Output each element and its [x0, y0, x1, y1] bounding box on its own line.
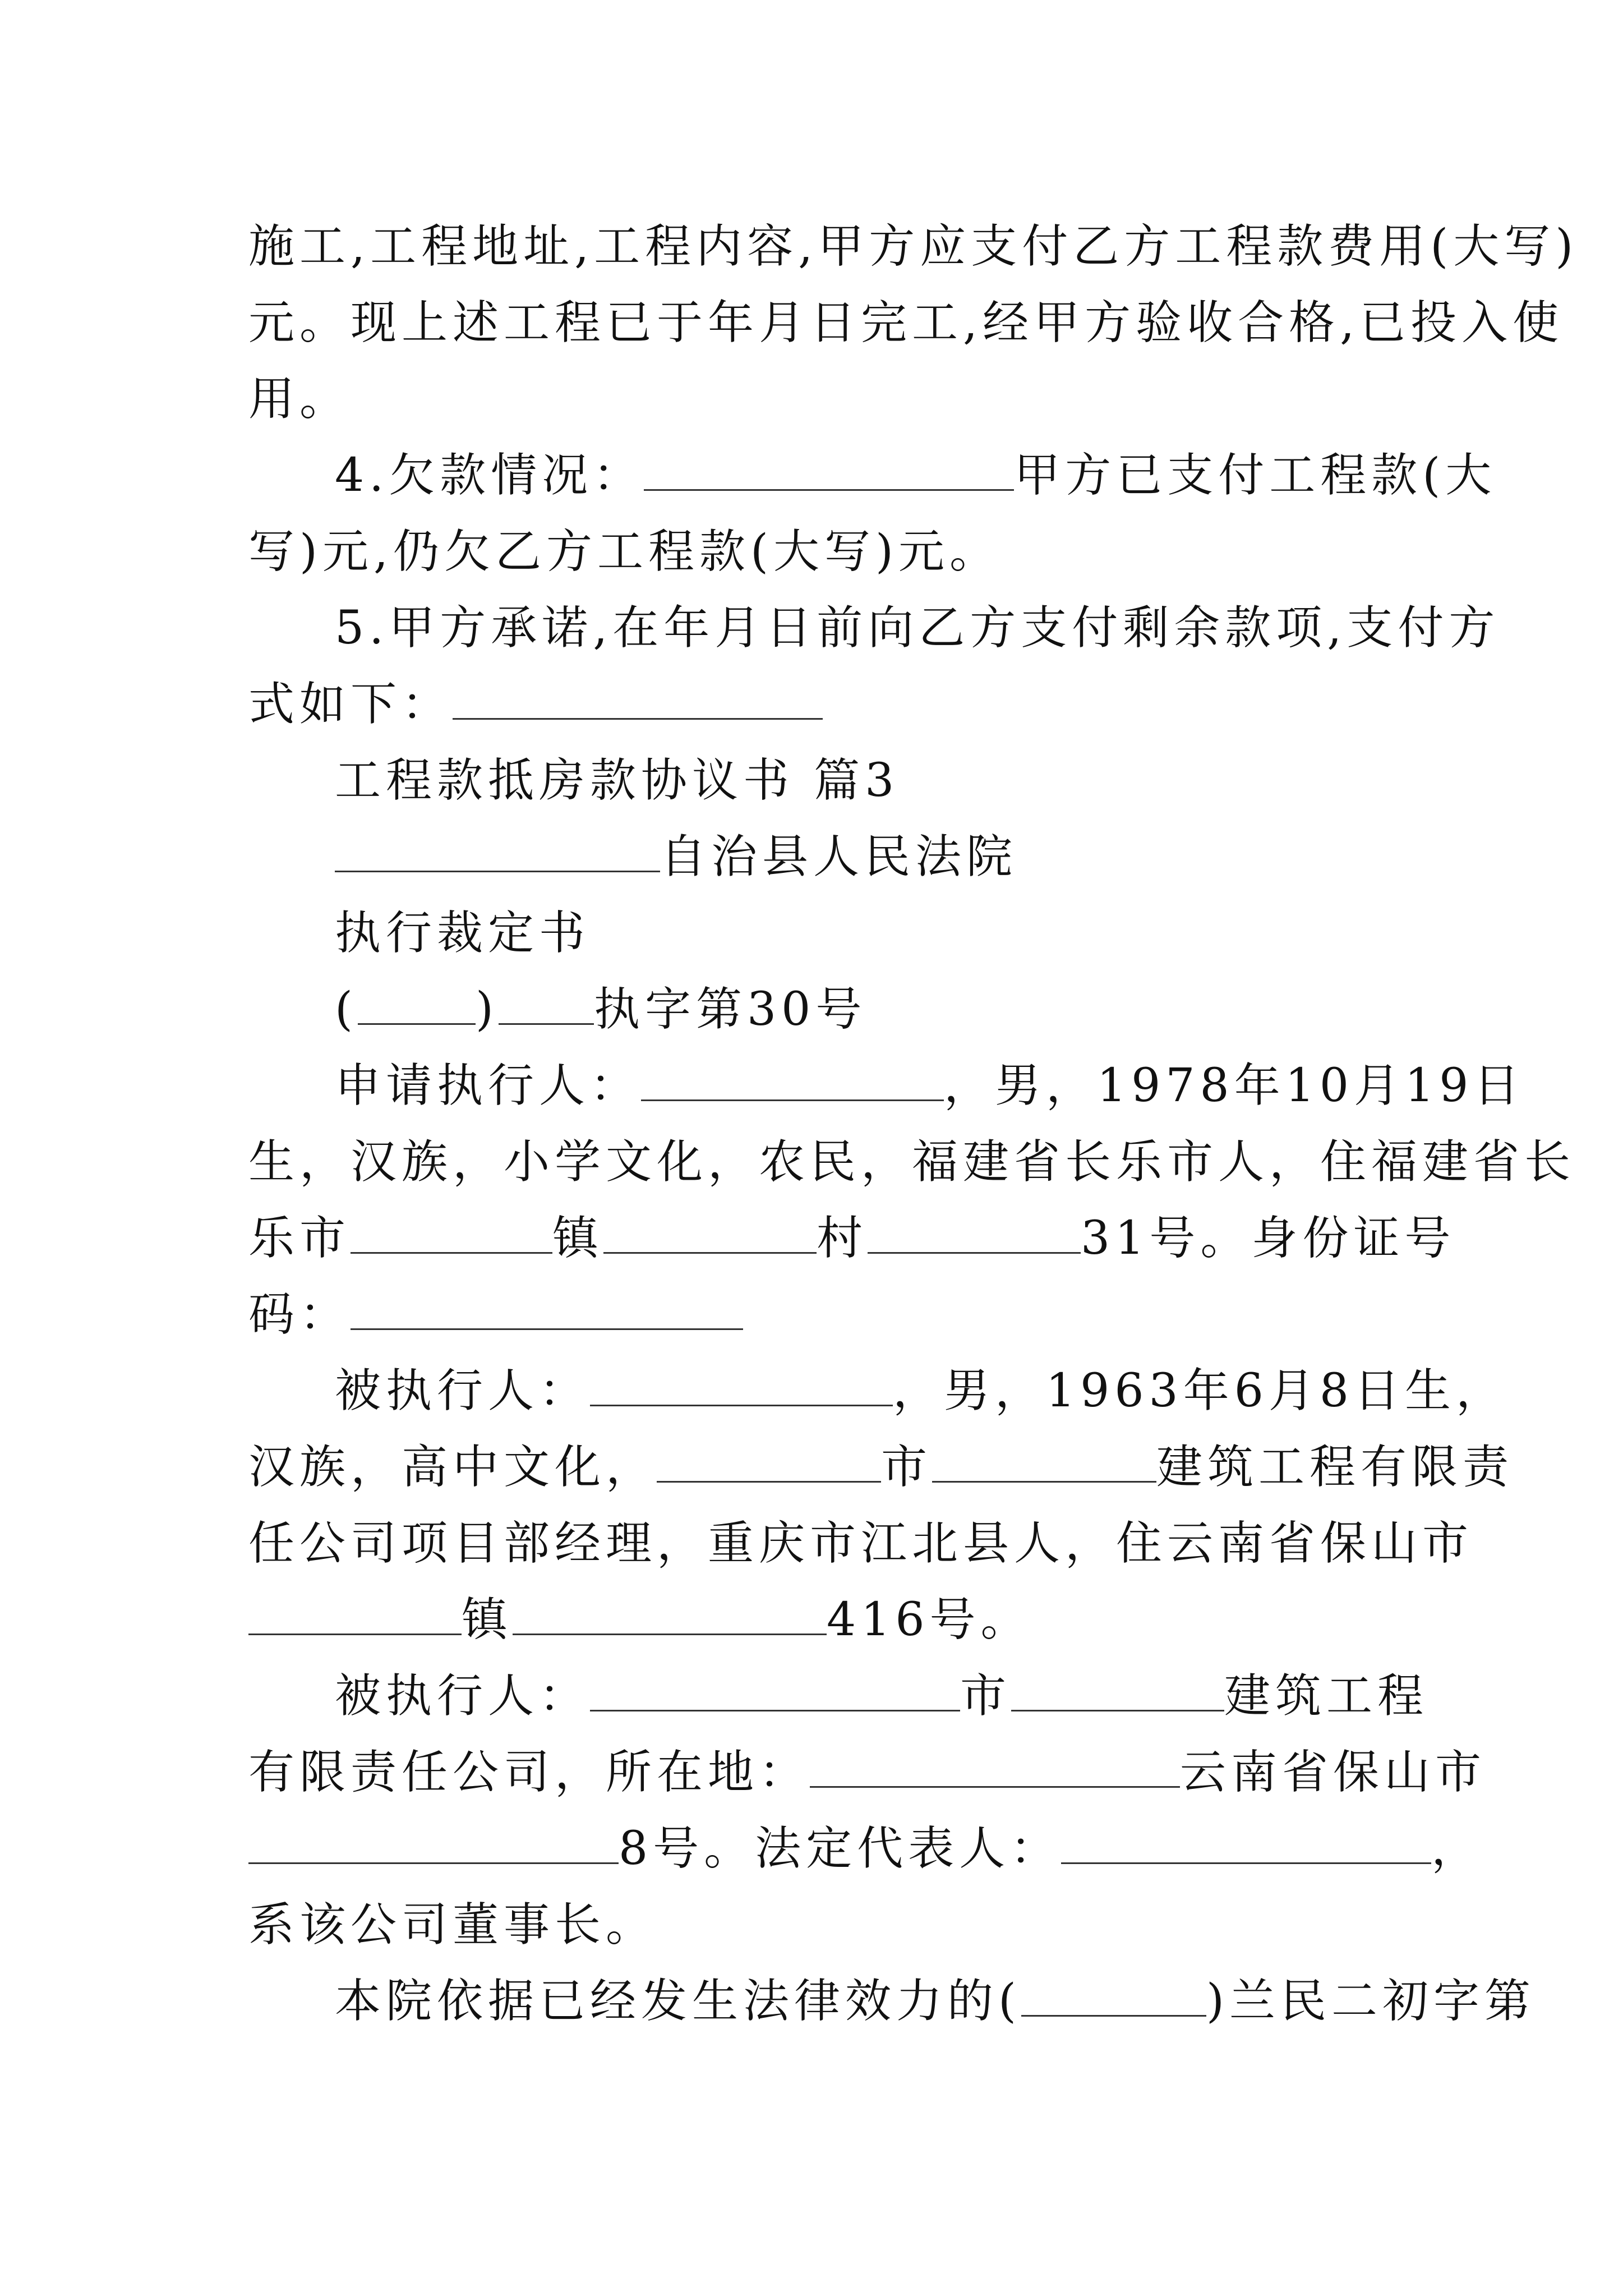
- fill-blank: [351, 1289, 743, 1330]
- text: 元。现上述工程已于年月日完工,经甲方验收合格,已投入使: [248, 296, 1564, 349]
- document-title: [335, 905, 590, 961]
- fill-blank: [590, 1671, 960, 1711]
- text: ，男，1978年10月19日: [944, 1059, 1525, 1112]
- text: )兰民二初字第: [1206, 1975, 1536, 2028]
- fill-blank: [810, 1747, 1180, 1788]
- text: 31号。身份证号: [1081, 1212, 1456, 1265]
- paragraph-line: [248, 1516, 1473, 1572]
- paragraph-line: [248, 1134, 1575, 1190]
- text: 8号。法定代表人：: [619, 1822, 1062, 1875]
- paragraph-line: [248, 1897, 657, 1953]
- paragraph-line: [248, 371, 351, 427]
- text: 执行裁定书: [335, 907, 591, 960]
- text: 写)元,仍欠乙方工程款(大写)元。: [248, 525, 1001, 578]
- text: 乐市: [248, 1212, 351, 1265]
- text: 云南省保山市: [1180, 1746, 1487, 1799]
- fill-blank: [453, 679, 823, 720]
- paragraph-line: [248, 1745, 1486, 1801]
- paragraph-line: [248, 1592, 1032, 1648]
- fill-blank: [1061, 1823, 1431, 1864]
- paragraph-line: [248, 219, 1578, 275]
- text: 村: [817, 1212, 868, 1265]
- section-heading: [335, 753, 899, 809]
- paragraph-line: [248, 677, 823, 733]
- paragraph-line: [248, 1211, 1455, 1267]
- paragraph-line: [335, 600, 1500, 656]
- fill-blank: [932, 1442, 1156, 1483]
- text: 系该公司董事长。: [248, 1898, 657, 1952]
- text: 416号。: [827, 1593, 1032, 1646]
- text: 汉族，高中文化，: [248, 1441, 657, 1494]
- case-number: [335, 982, 866, 1038]
- paragraph-line: [335, 448, 1496, 504]
- text: 自治县人民法院: [660, 830, 1018, 884]
- paragraph-line: [335, 1058, 1524, 1114]
- text: 工程款抵房款协议书 篇3: [335, 754, 900, 807]
- fill-blank: [248, 1823, 619, 1864]
- fill-blank: [1021, 1976, 1206, 2017]
- paragraph-line: [248, 1821, 1482, 1877]
- text: 任公司项目部经理，重庆市江北县人，住云南省保山市: [248, 1517, 1474, 1570]
- fill-blank: [513, 1594, 827, 1635]
- text: 镇: [462, 1593, 513, 1646]
- fill-blank: [657, 1442, 881, 1483]
- fill-blank: [351, 1213, 552, 1254]
- text: 5.甲方承诺,在年月日前向乙方支付剩余款项,支付方: [335, 601, 1500, 655]
- text: 被执行人：: [335, 1364, 591, 1418]
- text: 被执行人：: [335, 1669, 591, 1723]
- text: 生，汉族，小学文化，农民，福建省长乐市人，住福建省长: [248, 1135, 1576, 1189]
- text: 式如下：: [248, 678, 453, 731]
- fill-blank: [641, 1060, 944, 1101]
- text: (: [335, 983, 358, 1036]
- fill-blank: [590, 1365, 893, 1406]
- text: 有限责任公司，所在地：: [248, 1746, 810, 1799]
- fill-blank: [248, 1594, 462, 1635]
- text: 镇: [552, 1212, 604, 1265]
- paragraph-line: [248, 1287, 743, 1343]
- text: 码：: [248, 1288, 351, 1341]
- text: 本院依据已经发生法律效力的(: [335, 1975, 1021, 2028]
- paragraph-line: [248, 524, 1000, 580]
- text: 建筑工程: [1224, 1669, 1429, 1723]
- text: 用。: [248, 372, 351, 426]
- paragraph-line: [335, 1973, 1536, 2030]
- text: 建筑工程有限责: [1156, 1441, 1514, 1494]
- text: ，男，1963年6月8日生，: [893, 1364, 1507, 1418]
- fill-blank: [603, 1213, 817, 1254]
- text: ，: [1431, 1822, 1483, 1875]
- paragraph-line: [335, 1363, 1507, 1419]
- text: 施工,工程地址,工程内容,甲方应支付乙方工程款费用(大写): [248, 220, 1579, 273]
- fill-blank: [335, 831, 660, 872]
- fill-blank: [644, 450, 1014, 491]
- text: 甲方已支付工程款(大: [1014, 449, 1497, 502]
- court-name: [335, 829, 1017, 885]
- fill-blank: [358, 984, 476, 1025]
- text: 申请执行人：: [335, 1059, 642, 1112]
- paragraph-line: [248, 295, 1564, 351]
- text: 市: [960, 1669, 1012, 1723]
- text: 执字第30号: [594, 983, 867, 1036]
- fill-blank: [868, 1213, 1081, 1254]
- fill-blank: [499, 984, 594, 1025]
- fill-blank: [1011, 1671, 1224, 1711]
- text: ): [476, 983, 499, 1036]
- paragraph-line: [335, 1668, 1428, 1724]
- text: 4.欠款情况：: [335, 449, 644, 502]
- text: 市: [881, 1441, 933, 1494]
- paragraph-line: [248, 1439, 1514, 1496]
